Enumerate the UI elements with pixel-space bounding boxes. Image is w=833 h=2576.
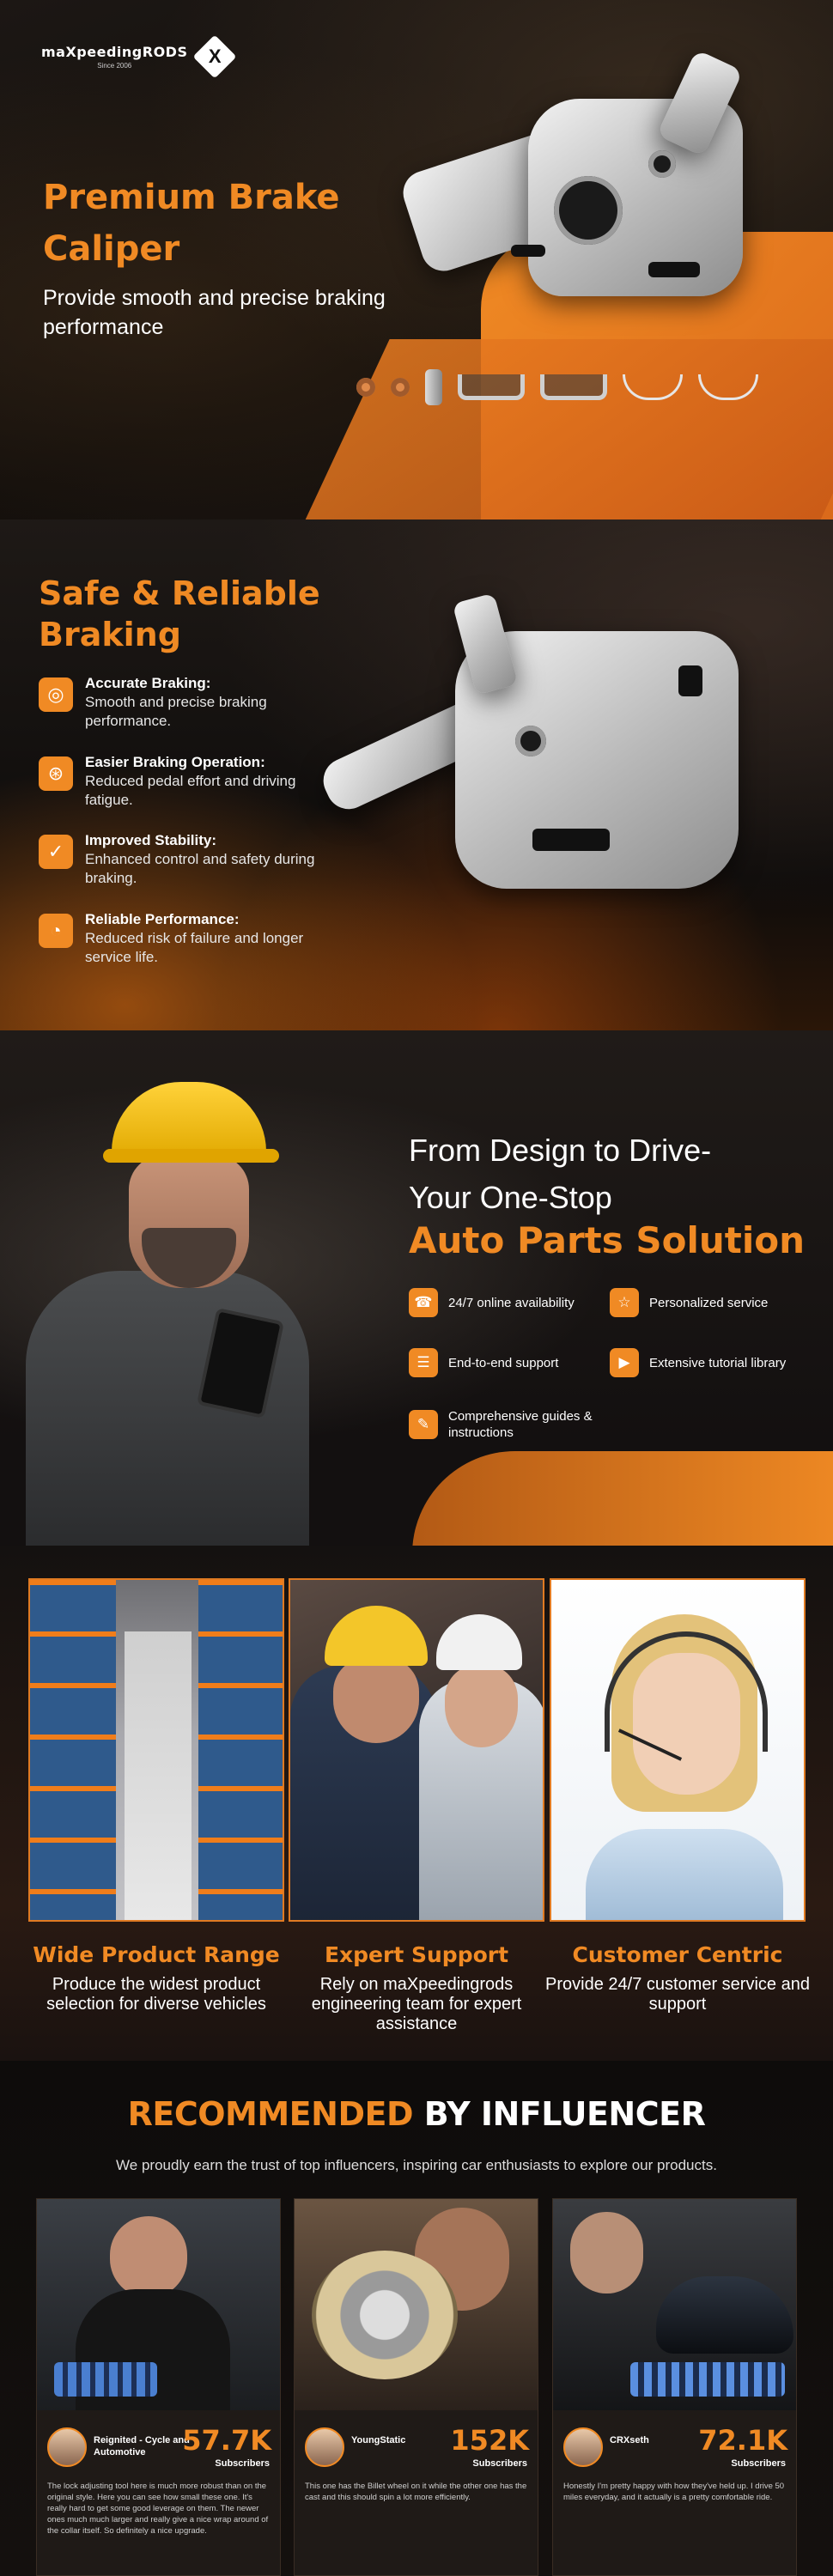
service-item	[409, 1288, 575, 1317]
value-title: Customer Centric	[572, 1942, 783, 1967]
turbocharger-icon	[312, 2251, 458, 2379]
engineer-face-left	[333, 1657, 419, 1743]
gauge-icon: ◔	[39, 914, 73, 948]
safe-title: Safe & Reliable Braking	[39, 574, 320, 653]
avatar	[305, 2427, 344, 2467]
service-label: End-to-end support	[448, 1355, 559, 1370]
warehouse-shelf-left	[30, 1580, 116, 1922]
influencer-quote: Honestly I'm pretty happy with how they've held up. I drive 50 miles everyday, and it actually is a pretty comfortable ride.	[563, 2482, 785, 2502]
influencer-card[interactable]	[552, 2198, 797, 2576]
hero-section	[0, 0, 833, 519]
feature-item	[39, 753, 331, 810]
washer-icon	[356, 378, 375, 397]
service-item	[610, 1348, 786, 1377]
feature-desc: Smooth and precise braking performance.	[85, 694, 267, 729]
value-title: Expert Support	[324, 1942, 509, 1967]
headset-icon: ☎	[409, 1288, 438, 1317]
hero-title: Premium Brake Caliper	[43, 178, 340, 269]
influencer-card[interactable]	[36, 2198, 281, 2576]
influencer-subtitle: We proudly earn the trust of top influencers, inspiring car enthusiasts to explore our products.	[116, 2157, 717, 2173]
checklist-icon: ☰	[409, 1348, 438, 1377]
value-desc: Provide 24/7 customer service and support	[545, 1975, 810, 2014]
subscriber-label: Subscribers	[731, 2458, 786, 2469]
solution-section	[0, 1030, 833, 1546]
warehouse-shelf-right	[198, 1580, 284, 1922]
influencer-title-rest: BY INFLUENCER	[423, 2095, 706, 2133]
warehouse-aisle	[125, 1631, 192, 1922]
feature-title: Easier Braking Operation:	[85, 754, 265, 770]
brand-logo[interactable]	[41, 44, 187, 70]
white-hard-hat-icon	[436, 1614, 522, 1670]
brand-since: Since 2006	[97, 62, 132, 70]
value-desc: Produce the widest product selection for diverse vehicles	[46, 1975, 266, 2014]
agent-shirt	[586, 1829, 783, 1922]
star-icon: ☆	[610, 1288, 639, 1317]
x-badge-letter: X	[209, 46, 222, 67]
steering-wheel-icon: ⊛	[39, 756, 73, 791]
influencer-video-thumbnail[interactable]	[295, 2199, 538, 2410]
video-icon: ▶	[610, 1348, 639, 1377]
caliper-bleeder	[511, 245, 545, 257]
pad-clip-icon	[458, 374, 525, 400]
influencer-quote: This one has the Billet wheel on it while the other one has the cast and this should spin a lot more efficiently.	[305, 2482, 527, 2502]
shield-check-icon: ✓	[39, 835, 73, 869]
caliper-slide-boot	[648, 262, 700, 277]
value-desc: Rely on maXpeedingrods engineering team for expert assistance	[311, 1975, 522, 2033]
washer-icon	[391, 378, 410, 397]
feature-item	[39, 910, 331, 967]
service-item	[610, 1288, 768, 1317]
x-badge-icon	[193, 35, 237, 79]
hardware-kit	[356, 369, 758, 405]
service-label: Extensive tutorial library	[649, 1355, 787, 1370]
solution-title-line1: From Design to Drive-	[409, 1133, 712, 1168]
influencer-video-thumbnail[interactable]	[553, 2199, 797, 2410]
bolt-icon	[425, 369, 442, 405]
value-title: Wide Product Range	[33, 1942, 280, 1967]
engineers-image	[289, 1578, 544, 1922]
influencer-title-accent: RECOMMENDED	[127, 2095, 413, 2133]
car-icon	[656, 2276, 793, 2354]
pad-clip-icon	[540, 374, 607, 400]
values-section	[0, 1546, 833, 2061]
subscriber-label: Subscribers	[472, 2458, 527, 2469]
brand-header[interactable]	[41, 41, 230, 72]
feature-title: Accurate Braking:	[85, 675, 211, 691]
worker-jacket	[26, 1271, 309, 1546]
yellow-hard-hat-icon	[325, 1606, 428, 1666]
engineer-with-tablet-image	[9, 1056, 318, 1546]
influencer-card[interactable]	[294, 2198, 538, 2576]
influencer-info	[553, 2410, 797, 2576]
influencer-quote: The lock adjusting tool here is much more robust than on the original style. Here you can see how small these one. It's really hard to get some good leverage on them. The newer ones much much larger and really give a nice wrap around of the collar itself. So definitely a nice upgrade.	[47, 2482, 269, 2536]
spring-clip-icon	[623, 374, 683, 400]
coilover-spring-icon	[630, 2362, 785, 2397]
feature-title: Reliable Performance:	[85, 911, 240, 927]
guide-icon: ✎	[409, 1410, 438, 1439]
service-item	[409, 1348, 558, 1377]
presenter-head	[570, 2212, 643, 2293]
brake-caliper-side-image	[318, 597, 799, 940]
spring-clip-icon	[698, 374, 758, 400]
presenter-head	[110, 2216, 187, 2298]
caliper-slide-boot	[532, 829, 610, 851]
solution-orange-band	[412, 1451, 833, 1546]
hard-hat-icon	[112, 1082, 266, 1159]
feature-desc: Reduced pedal effort and driving fatigue.	[85, 773, 296, 808]
influencer-info	[37, 2410, 281, 2576]
solution-title-line3: Auto Parts Solution	[409, 1219, 805, 1261]
caliper-bolt-hole	[515, 726, 546, 756]
influencer-name: Reignited - Cycle and Automotive	[94, 2435, 190, 2458]
feature-desc: Enhanced control and safety during braking.	[85, 851, 315, 886]
caliper-bolt-hole	[648, 150, 676, 178]
warehouse-image	[28, 1578, 284, 1922]
feature-item	[39, 674, 331, 731]
hero-orange-stripe	[297, 339, 833, 519]
subscriber-count: 57.7K	[182, 2424, 271, 2457]
caliper-bleeder	[678, 665, 702, 696]
service-label: Comprehensive guides & instructions	[448, 1409, 593, 1440]
subscriber-count: 152K	[450, 2424, 529, 2457]
safe-braking-section	[0, 519, 833, 1030]
influencer-info	[295, 2410, 538, 2576]
avatar	[47, 2427, 87, 2467]
subscriber-label: Subscribers	[215, 2458, 270, 2469]
hard-hat-brim	[103, 1149, 279, 1163]
support-agent-image	[550, 1578, 806, 1922]
hero-subtitle: Provide smooth and precise braking performance	[43, 286, 386, 339]
solution-title-line2: Your One-Stop	[409, 1180, 612, 1215]
service-label: Personalized service	[649, 1295, 769, 1310]
feature-desc: Reduced risk of failure and longer service life.	[85, 930, 304, 965]
influencer-section	[0, 2061, 833, 2576]
avatar	[563, 2427, 603, 2467]
engineer-face-right	[445, 1666, 518, 1747]
feature-item	[39, 831, 331, 888]
influencer-name: YoungStatic	[351, 2435, 406, 2445]
subscriber-count: 72.1K	[698, 2424, 787, 2457]
service-label: 24/7 online availability	[448, 1295, 575, 1310]
caliper-piston-bore	[554, 176, 623, 245]
feature-title: Improved Stability:	[85, 832, 217, 848]
target-icon: ◎	[39, 677, 73, 712]
service-item	[409, 1408, 594, 1441]
influencer-video-thumbnail[interactable]	[37, 2199, 281, 2410]
influencer-name: CRXseth	[610, 2435, 649, 2445]
influencer-title	[0, 2095, 833, 2133]
brand-logo-text: maXpeedingRODS	[41, 44, 188, 60]
brake-caliper-image	[391, 47, 803, 356]
coilover-spring-icon	[54, 2362, 157, 2397]
